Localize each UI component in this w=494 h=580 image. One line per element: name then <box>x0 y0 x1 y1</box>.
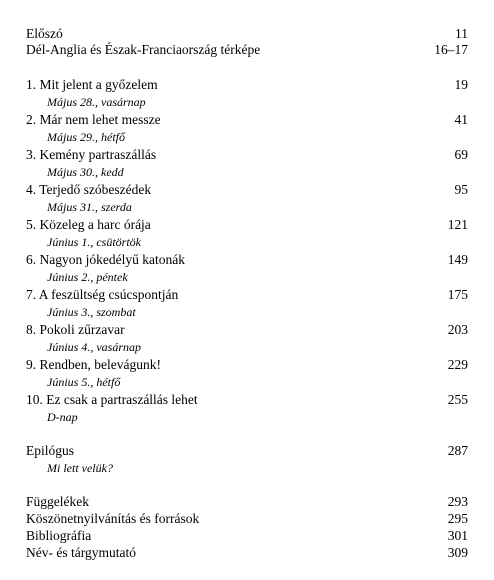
chapter-page: 19 <box>454 77 468 92</box>
chapter-date: Június 4., vasárnap <box>47 340 141 354</box>
entry-title: Előszó <box>26 26 63 41</box>
chapter-page: 175 <box>447 287 468 302</box>
entry-page: 287 <box>447 443 468 458</box>
chapter-title: 3. Kemény partraszállás <box>26 147 157 162</box>
chapter-title: 7. A feszültség csúcspontján <box>26 287 179 302</box>
entry-page: 309 <box>447 545 468 560</box>
chapter-date: Május 31., szerda <box>47 200 132 214</box>
chapter-date: Május 30., kedd <box>47 165 124 179</box>
chapter-page: 41 <box>454 112 468 127</box>
chapter-title: 5. Közeleg a harc órája <box>26 217 151 232</box>
chapter-title: 10. Ez csak a partraszállás lehet <box>26 392 198 407</box>
entry-page: 293 <box>447 494 468 509</box>
entry-title: Függelékek <box>26 494 89 509</box>
chapter-date: Június 5., hétfő <box>47 375 121 389</box>
chapter-title: 9. Rendben, belevágunk! <box>26 357 161 372</box>
entry-title: Név- és tárgymutató <box>26 545 136 560</box>
epilogue-subtitle: Mi lett velük? <box>47 461 113 475</box>
chapter-title: 2. Már nem lehet messze <box>26 112 161 127</box>
chapter-title: 4. Terjedő szóbeszédek <box>26 182 152 197</box>
chapter-page: 69 <box>454 147 468 162</box>
entry-page: 11 <box>455 26 468 41</box>
entry-title: Epilógus <box>26 443 75 458</box>
entry-title: Dél-Anglia és Észak-Franciaország térképe <box>26 42 261 57</box>
chapter-date: Június 1., csütörtök <box>47 235 141 249</box>
chapter-page: 95 <box>454 182 468 197</box>
chapter-page: 255 <box>447 392 468 407</box>
chapter-date: Május 28., vasárnap <box>47 95 146 109</box>
chapter-page: 203 <box>447 322 468 337</box>
chapter-title: 8. Pokoli zűrzavar <box>26 322 125 337</box>
chapter-date: D-nap <box>47 410 78 424</box>
entry-page: 301 <box>447 528 468 543</box>
chapter-page: 149 <box>447 252 468 267</box>
chapter-date: Június 2., péntek <box>47 270 128 284</box>
chapter-date: Május 29., hétfő <box>47 130 125 144</box>
chapter-date: Június 3., szombat <box>47 305 136 319</box>
chapter-page: 229 <box>447 357 468 372</box>
entry-page: 295 <box>447 511 468 526</box>
chapter-page: 121 <box>447 217 468 232</box>
entry-page: 16–17 <box>434 42 468 57</box>
chapter-title: 6. Nagyon jókedélyű katonák <box>26 252 185 267</box>
chapter-title: 1. Mit jelent a győzelem <box>26 77 158 92</box>
entry-title: Bibliográfia <box>26 528 92 543</box>
entry-title: Köszönetnyilvánítás és források <box>26 511 200 526</box>
